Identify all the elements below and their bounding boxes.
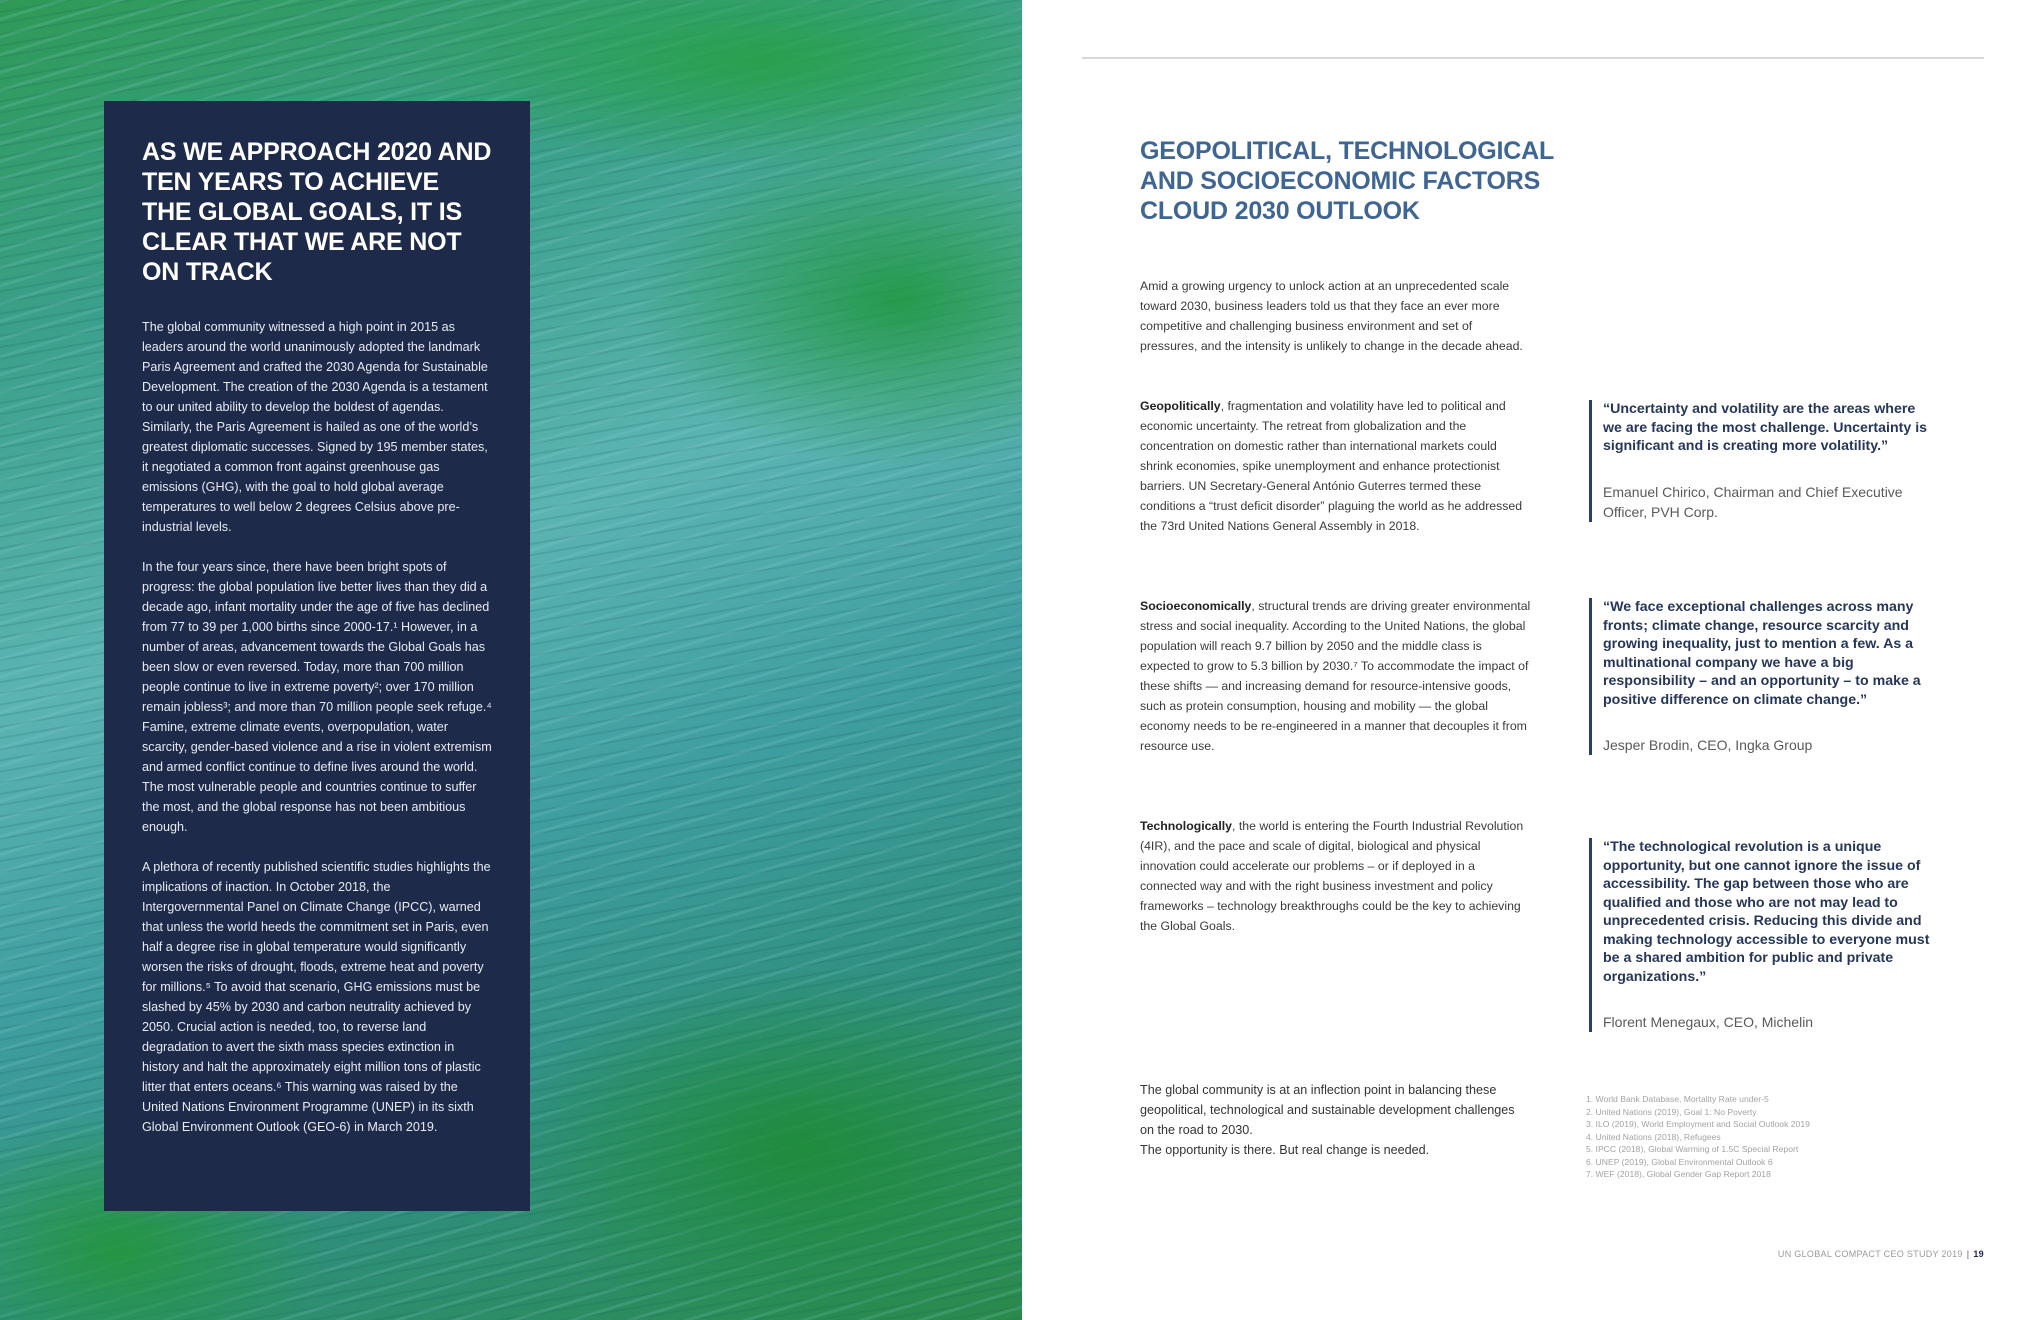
socioeconomic-lead: Socioeconomically — [1140, 599, 1252, 613]
quote-attribution: Jesper Brodin, CEO, Ingka Group — [1603, 737, 1813, 753]
footnote: 7. WEF (2018), Global Gender Gap Report 2018 — [1586, 1169, 1771, 1179]
technological-paragraph — [1140, 816, 1532, 936]
pull-quote-chirico — [1589, 400, 1933, 522]
panel-paragraph-2: In the four years since, there have been bright spots of progress: the global population live better lives than they did a decade ago, infant mortality under the age of five has declined from 77 to 39 per 1,000 births since 2000-17.¹ However, in a number of areas, advancement towards the Global Goals has been slow or even reversed. Today, more than 700 million people continue to live in extreme poverty²; over 170 million remain jobless³; and more than 70 million people seek refuge.⁴ Famine, extreme climate events, overpopulation, water scarcity, gender-based violence and a rise in violent extremism and armed conflict continue to define lives around the world. The most vulnerable people and countries continue to suffer the most, and the global response has not been ambitious enough. — [142, 560, 492, 834]
footnote: 6. UNEP (2019), Global Environmental Outlook 6 — [1586, 1156, 1773, 1167]
pull-quote-brodin — [1589, 598, 1933, 755]
panel-paragraph-1: The global community witnessed a high point in 2015 as leaders around the world unanimously adopted the landmark Paris Agreement and crafted the 2030 Agenda for Sustainable Development. The creation of the 2030 Agenda is a testament to our united ability to develop the boldest of agendas. Similarly, the Paris Agreement is hailed as one of the world’s greatest diplomatic successes. Signed by 195 member states, it negotiated a common front against greenhouse gas emissions (GHG), with the goal to hold global average temperatures to well below 2 degrees Celsius above pre-industrial levels. — [142, 320, 488, 534]
page-number: 19 — [1973, 1249, 1984, 1259]
panel-heading: AS WE APPROACH 2020 AND TEN YEARS TO ACHIEVE THE GLOBAL GOALS, IT IS CLEAR THAT WE ARE NOT ON TRACK — [142, 138, 492, 286]
intro-panel — [104, 101, 530, 1211]
quote-text: “Uncertainty and volatility are the areas where we are facing the most challenge. Uncertainty is significant and is creating more volatility.” — [1603, 401, 1928, 454]
footnote: 2. United Nations (2019), Goal 1: No Poverty — [1586, 1106, 1757, 1117]
quote-attribution: Emanuel Chirico, Chairman and Chief Executive Officer, PVH Corp. — [1603, 483, 1903, 520]
section-heading: GEOPOLITICAL, TECHNOLOGICAL AND SOCIOECONOMIC FACTORS CLOUD 2030 OUTLOOK — [1140, 137, 1554, 225]
closing-line-2: The opportunity is there. But real change is needed. — [1140, 1143, 1430, 1157]
quote-attribution: Florent Menegaux, CEO, Michelin — [1603, 1014, 1814, 1030]
closing-paragraph — [1140, 1080, 1520, 1160]
closing-line-1: The global community is at an inflection point in balancing these geopolitical, technological and sustainable development challenges on the road to 2030. — [1140, 1083, 1515, 1137]
pull-quote-menegaux — [1589, 838, 1933, 1032]
geopolitical-paragraph — [1140, 396, 1532, 536]
footnote: 1. World Bank Database, Mortality Rate under-5 — [1586, 1094, 1769, 1104]
technological-text: , the world is entering the Fourth Industrial Revolution (4IR), and the pace and scale of digital, biological and physical innovation could accelerate our problems – or if deployed in a connected way and with the right business investment and policy frameworks – technology breakthroughs could be the key to achieving the Global Goals. — [1140, 819, 1524, 933]
geopolitical-text: , fragmentation and volatility have led to political and economic uncertainty. The retreat from globalization and the concentration on domestic rather than international markets could shrink economies, spike unemployment and enhance protectionist barriers. UN Secretary-General António Guterres termed these conditions a “trust deficit disorder” plaguing the world as he addressed the 73rd United Nations General Assembly in 2018. — [1140, 399, 1523, 533]
footnotes — [1586, 1093, 1926, 1181]
socioeconomic-paragraph — [1140, 596, 1532, 756]
technological-lead: Technologically — [1140, 819, 1233, 833]
footnote: 3. ILO (2019), World Employment and Social Outlook 2019 — [1586, 1119, 1810, 1129]
quote-text: “We face exceptional challenges across many fronts; climate change, resource scarcity and growing inequality, just to mention a few. As a multinational company we have a big responsibility – and an opportunity – to make a positive difference on climate change.” — [1603, 599, 1921, 708]
quote-text: “The technological revolution is a unique opportunity, but one cannot ignore the issue of accessibility. The gap between those who are qualified and those who are not may lead to unprecedented crisis. Reducing this divide and making technology accessible to everyone must be a shared ambition for public and private organizations.” — [1603, 839, 1930, 985]
socioeconomic-text: , structural trends are driving greater environmental stress and social inequality. According to the United Nations, the global population will reach 9.7 billion by 2050 and the middle class is expected to grow to 5.3 billion by 2030.⁷ To accommodate the impact of these shifts — and increasing demand for resource-intensive goods, such as protein consumption, housing and mobility — the global economy needs to be re-engineered in a manner that decouples it from resource use. — [1140, 599, 1531, 753]
top-divider — [1082, 57, 1984, 59]
footer-separator: | — [1966, 1249, 1970, 1259]
panel-paragraph-3: A plethora of recently published scientific studies highlights the implications of inaction. In October 2018, the Intergovernmental Panel on Climate Change (IPCC), warned that unless the world heeds the commitment set in Paris, even half a degree rise in global temperature would significantly worsen the risks of drought, floods, extreme heat and poverty for millions.⁵ To avoid that scenario, GHG emissions must be slashed by 45% by 2030 and carbon neutrality achieved by 2050. Crucial action is needed, too, to reverse land degradation to avert the sixth mass species extinction in history and halt the approximately eight million tons of plastic litter that enters oceans.⁶ This warning was raised by the United Nations Environment Programme (UNEP) in its sixth Global Environment Outlook (GEO-6) in March 2019. — [142, 860, 491, 1134]
footnote: 5. IPCC (2018), Global Warming of 1.5C Special Report — [1586, 1144, 1799, 1154]
footnote: 4. United Nations (2018), Refugees — [1586, 1131, 1721, 1142]
intro-paragraph: Amid a growing urgency to unlock action at an unprecedented scale toward 2030, business leaders told us that they face an ever more competitive and challenging business environment and set of pressures, and the intensity is unlikely to change in the decade ahead. — [1140, 279, 1523, 353]
page-footer — [1778, 1249, 1984, 1259]
footer-label: UN GLOBAL COMPACT CEO STUDY 2019 — [1777, 1249, 1963, 1259]
geopolitical-lead: Geopolitically — [1140, 399, 1221, 413]
